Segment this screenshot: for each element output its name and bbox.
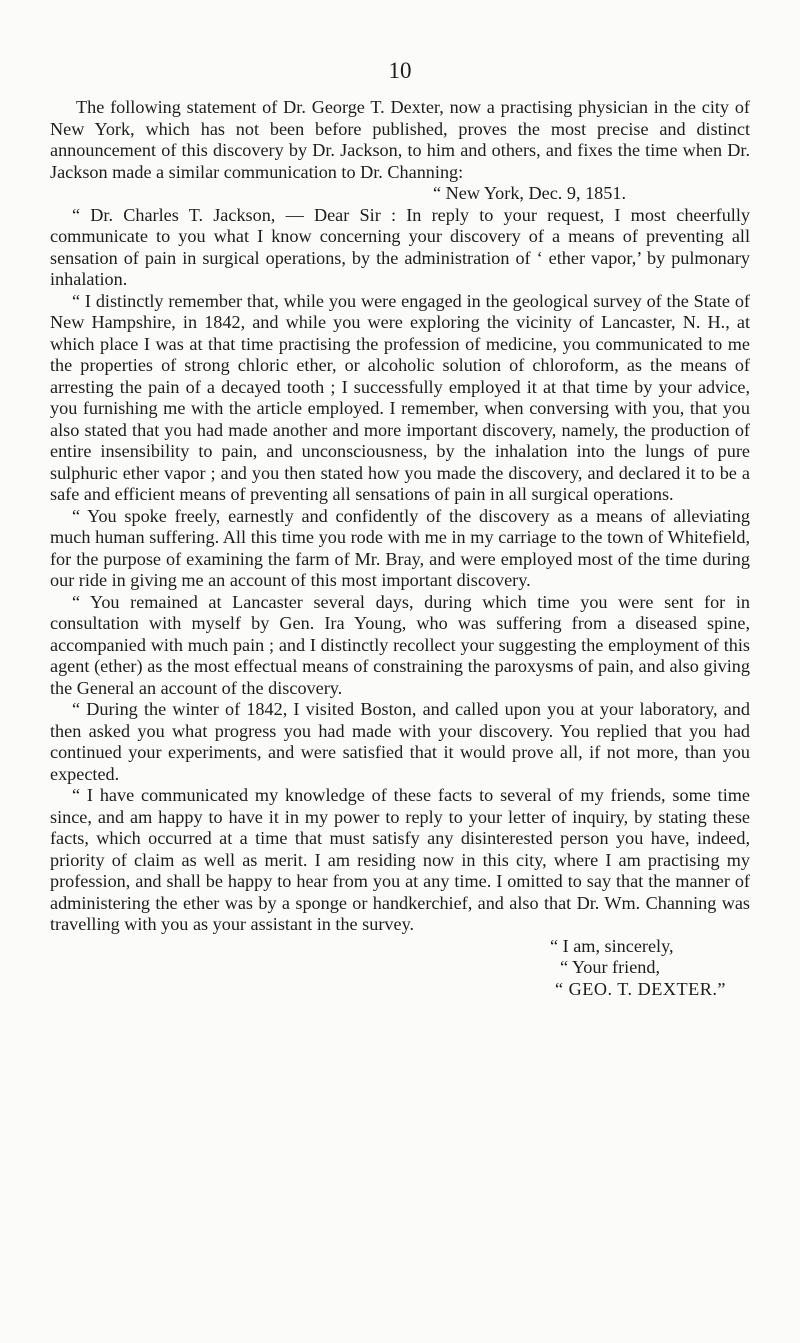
letter-paragraph: “ You remained at Lancaster several days, during which time you were sent for in consultation with myself by Gen. Ira Young, who was suffering from a diseased spine, accompanied with much pain ; and I distinctly recollect your suggesting the employment of this agent (ether) as the most effectual means of constraining the paroxysms of pain, and also giving the General an account of the discovery. — [50, 591, 750, 698]
letter-closing — [50, 936, 750, 1001]
letter-paragraph: “ During the winter of 1842, I visited Boston, and called upon you at your laboratory, and then asked you what progress you had made with your discovery. You replied that you had continued your experiments, and were satisfied that it would prove all, if not more, than you expected. — [50, 699, 750, 784]
letter-paragraph: “ You spoke freely, earnestly and confidently of the discovery as a means of alleviating much human suffering. All this time you rode with me in my carriage to the town of Whitefield, for the purpose of examining the farm of Mr. Bray, and were employed most of the time during our ride in giving me an account of this most important discovery. — [50, 505, 750, 590]
signature-line: “ GEO. T. DEXTER.” — [555, 978, 726, 999]
closing-line: “ I am, sincerely, — [550, 935, 674, 956]
page-number: 10 — [388, 58, 412, 83]
closing-line: “ Your friend, — [560, 957, 661, 977]
intro-paragraph: The following statement of Dr. George T. Dexter, now a practising physician in the city of New York, which has not been before published, proves the most precise and distinct announcement of this discovery by Dr. Jackson, to him and others, and fixes the time when Dr. Jackson made a similar communication to Dr. Channing: — [50, 97, 750, 182]
body-text — [50, 97, 750, 1000]
letter-paragraph: “ Dr. Charles T. Jackson, — Dear Sir : In reply to your request, I most cheerfully communicate to you what I know concerning your discovery of a means of preventing all sensation of pain in surgical operations, by the administration of ‘ ether vapor,’ by pulmonary inhalation. — [50, 204, 750, 289]
letter-dateline: “ New York, Dec. 9, 1851. — [433, 183, 626, 203]
letter-paragraph: “ I distinctly remember that, while you were engaged in the geological survey of the State of New Hampshire, in 1842, and while you were exploring the vicinity of Lancaster, N. H., at which place I was at that time practising the profession of medicine, you communicated to me the properties of strong chloric ether, or alcoholic solution of chloroform, as the means of arresting the pain of a decayed tooth ; I successfully employed it at that time by your advice, you furnishing me with the article employed. I remember, when conversing with you, that you also stated that you had made another and more important discovery, namely, the production of entire insensibility to pain, and unconsciousness, by the inhalation into the lungs of pure sulphuric ether vapor ; and you then stated how you made the discovery, and declared it to be a safe and efficient means of preventing all sensations of pain in all surgical operations. — [50, 290, 750, 504]
letter-paragraph: “ I have communicated my knowledge of these facts to several of my friends, some time since, and am happy to have it in my power to reply to your letter of inquiry, by stating these facts, which occurred at a time that must satisfy any disinterested person you have, indeed, priority of claim as well as merit. I am residing now in this city, where I am practising my profession, and shall be happy to hear from you at any time. I omitted to say that the manner of administering the ether was by a sponge or handkerchief, and also that Dr. Wm. Channing was travelling with you as your assistant in the survey. — [50, 785, 750, 934]
